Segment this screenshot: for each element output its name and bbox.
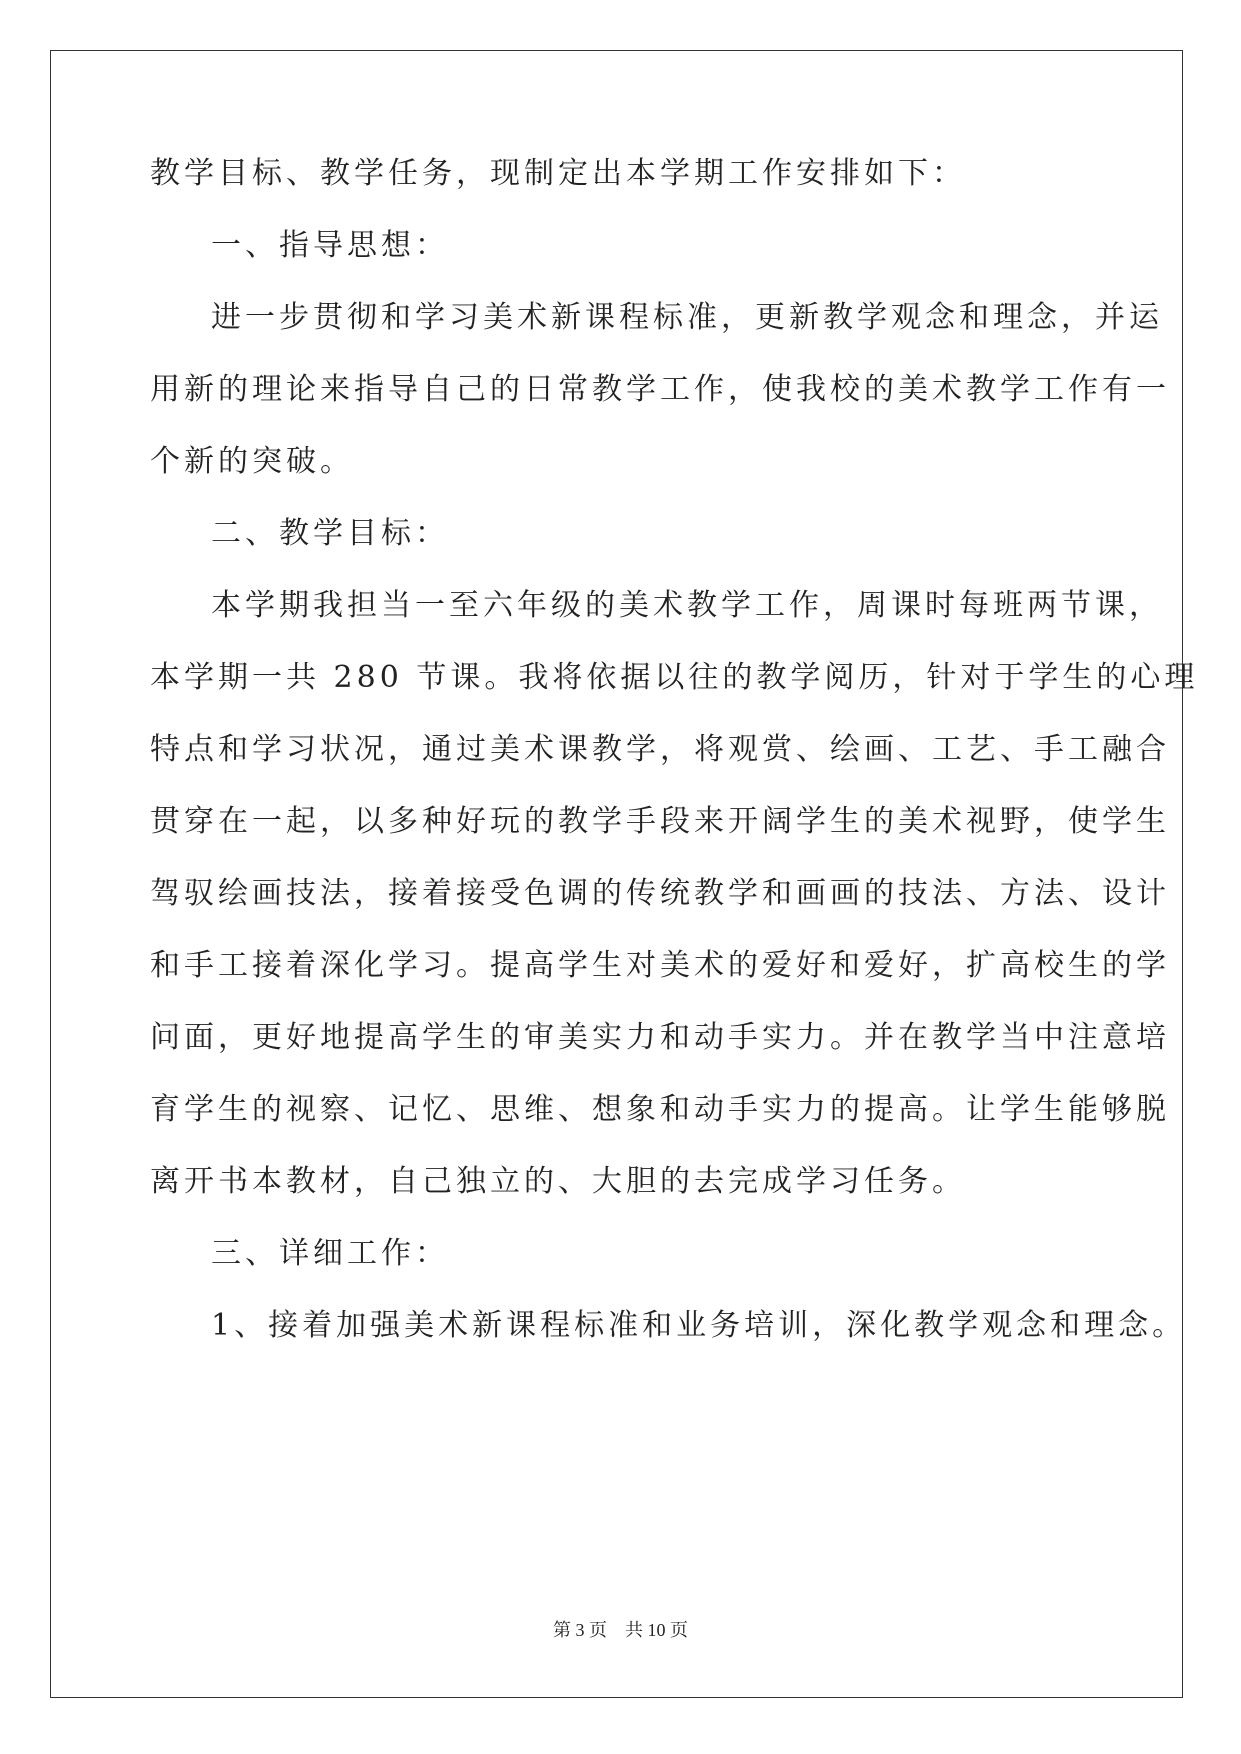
paragraph-line: 个新的突破。 [150, 444, 354, 479]
section-heading: 二、教学目标： [211, 516, 449, 551]
paragraph-line: 1、接着加强美术新课程标准和业务培训，深化教学观念和理念。 [211, 1308, 1187, 1343]
section-heading: 一、指导思想： [211, 228, 449, 263]
paragraph-line: 本学期一共 280 节课。我将依据以往的教学阅历，针对于学生的心理 [150, 660, 1199, 695]
page-footer [0, 1618, 1241, 1642]
section-heading: 三、详细工作： [211, 1236, 449, 1271]
paragraph-line: 特点和学习状况，通过美术课教学，将观赏、绘画、工艺、手工融合 [150, 732, 1170, 767]
paragraph-line: 离开书本教材，自己独立的、大胆的去完成学习任务。 [150, 1164, 966, 1199]
paragraph-line: 进一步贯彻和学习美术新课程标准，更新教学观念和理念，并运 [211, 300, 1163, 335]
paragraph-line: 教学目标、教学任务，现制定出本学期工作安排如下： [150, 156, 966, 191]
paragraph-line: 贯穿在一起，以多种好玩的教学手段来开阔学生的美术视野，使学生 [150, 804, 1170, 839]
paragraph-line: 本学期我担当一至六年级的美术教学工作，周课时每班两节课， [211, 588, 1163, 623]
page-number: 第 3 页 共 10 页 [553, 1620, 688, 1640]
paragraph-line: 育学生的视察、记忆、思维、想象和动手实力的提高。让学生能够脱 [150, 1092, 1170, 1127]
paragraph-line: 用新的理论来指导自己的日常教学工作，使我校的美术教学工作有一 [150, 372, 1170, 407]
paragraph-line: 问面，更好地提高学生的审美实力和动手实力。并在教学当中注意培 [150, 1020, 1170, 1055]
paragraph-line: 驾驭绘画技法，接着接受色调的传统教学和画画的技法、方法、设计 [150, 876, 1170, 911]
paragraph-line: 和手工接着深化学习。提高学生对美术的爱好和爱好，扩高校生的学 [150, 948, 1170, 983]
